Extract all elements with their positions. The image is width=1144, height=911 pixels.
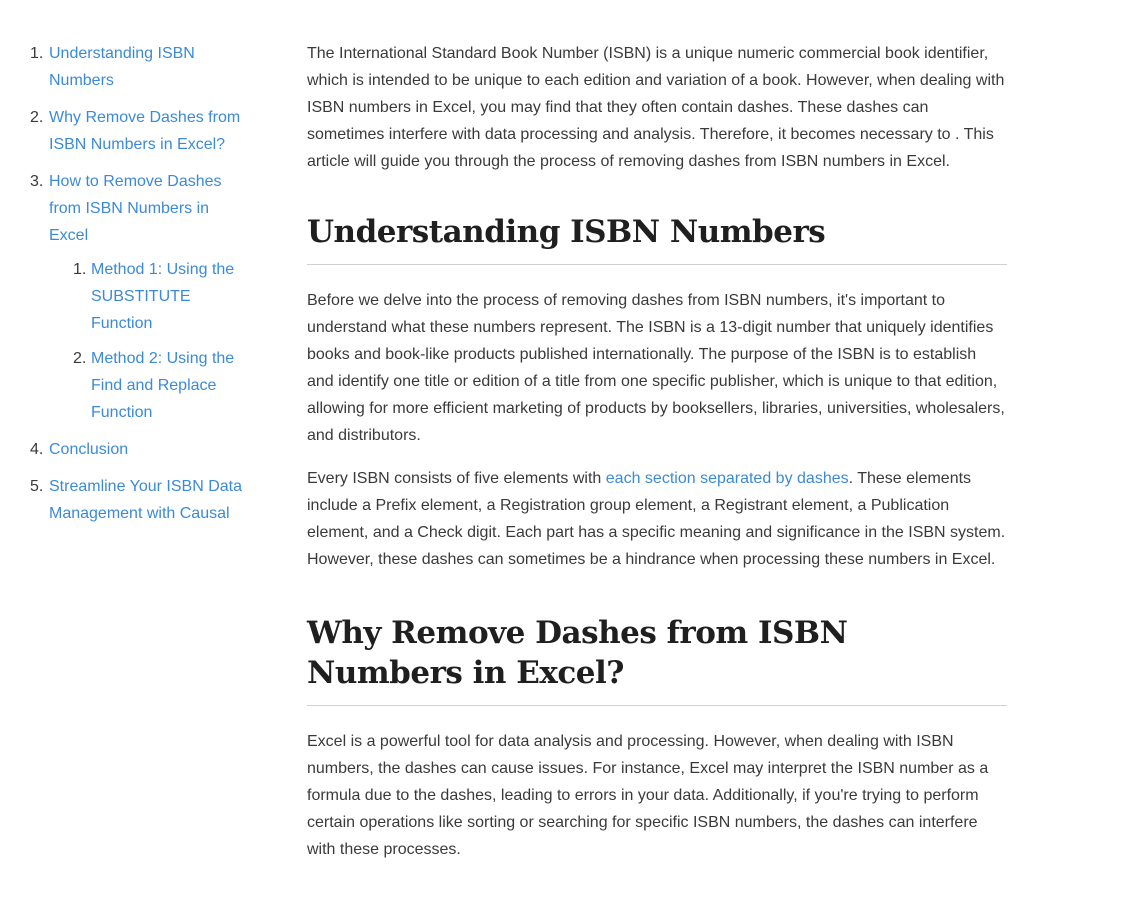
paragraph-isbn-elements	[307, 465, 1007, 573]
toc-link-how-to-remove-dashes[interactable]: How to Remove Dashes from ISBN Numbers in Excel	[49, 173, 222, 244]
toc-number: 3.	[30, 173, 44, 190]
link-section-separated-by-dashes[interactable]: each section separated by dashes	[605, 470, 849, 487]
toc-item-why-remove	[0, 104, 249, 158]
toc-number: 1.	[73, 261, 87, 278]
toc-link-method-1-substitute[interactable]: Method 1: Using the SUBSTITUTE Function	[91, 261, 235, 332]
toc-item-conclusion	[0, 436, 209, 463]
toc-number: 2.	[30, 109, 44, 126]
toc-link-understanding-isbn[interactable]: Understanding ISBN Numbers	[49, 45, 195, 89]
toc-subitem-method-2	[49, 345, 251, 426]
heading-why-remove-dashes: Why Remove Dashes from ISBN Numbers in Excel?	[307, 613, 1007, 706]
heading-understanding-isbn: Understanding ISBN Numbers	[307, 212, 1007, 265]
table-of-contents	[0, 40, 260, 537]
toc-link-conclusion[interactable]: Conclusion	[49, 441, 129, 458]
toc-sublist	[49, 256, 235, 426]
paragraph-text: Every ISBN consists of five elements with	[307, 470, 606, 487]
toc-item-how-to-remove	[0, 168, 235, 426]
paragraph-isbn-definition: Before we delve into the process of removing dashes from ISBN numbers, it's important to understand what these numbers represent. The ISBN is a 13-digit number that uniquely identifies books and book-like products published internationally. The purpose of the ISBN is to establish and identify one title or edition of a title from one specific publisher, which is unique to that edition, allowing for more efficient marketing of products by booksellers, libraries, universities, wholesalers, and distributors.	[307, 292, 1005, 444]
article-body	[307, 40, 1007, 879]
toc-item-understanding	[0, 40, 209, 94]
toc-item-streamline	[0, 473, 249, 527]
toc-number: 4.	[30, 441, 44, 458]
toc-subitem-method-1	[49, 256, 251, 337]
paragraph-excel-issues: Excel is a powerful tool for data analysis and processing. However, when dealing with ISBN numbers, the dashes can cause issues. For instance, Excel may interpret the ISBN number as a formula due to the dashes, leading to errors in your data. Additionally, if you're trying to perform certain operations like sorting or searching for specific ISBN numbers, the dashes can interfere with these processes.	[307, 733, 989, 858]
toc-link-streamline-causal[interactable]: Streamline Your ISBN Data Management with Causal	[49, 478, 242, 522]
toc-link-method-2-find-replace[interactable]: Method 2: Using the Find and Replace Function	[91, 350, 235, 421]
intro-paragraph: The International Standard Book Number (ISBN) is a unique numeric commercial book identifier, which is intended to be unique to each edition and variation of a book. However, when dealing with ISBN numbers in Excel, you may find that they often contain dashes. These dashes can sometimes interfere with data processing and analysis. Therefore, it becomes necessary to . This article will guide you through the process of removing dashes from ISBN numbers in Excel.	[307, 45, 1005, 170]
toc-number: 5.	[30, 478, 44, 495]
toc-link-why-remove-dashes[interactable]: Why Remove Dashes from ISBN Numbers in Excel?	[49, 109, 241, 153]
toc-number: 2.	[73, 350, 87, 367]
toc-number: 1.	[30, 45, 44, 62]
paragraph-text: . These elements include a Prefix element, a Registration group element, a Registrant element, a Publication element, and a Check digit. Each part has a specific meaning and significance in the ISBN system. However, these dashes can sometimes be a hindrance when processing these numbers in Excel.	[307, 470, 1006, 568]
